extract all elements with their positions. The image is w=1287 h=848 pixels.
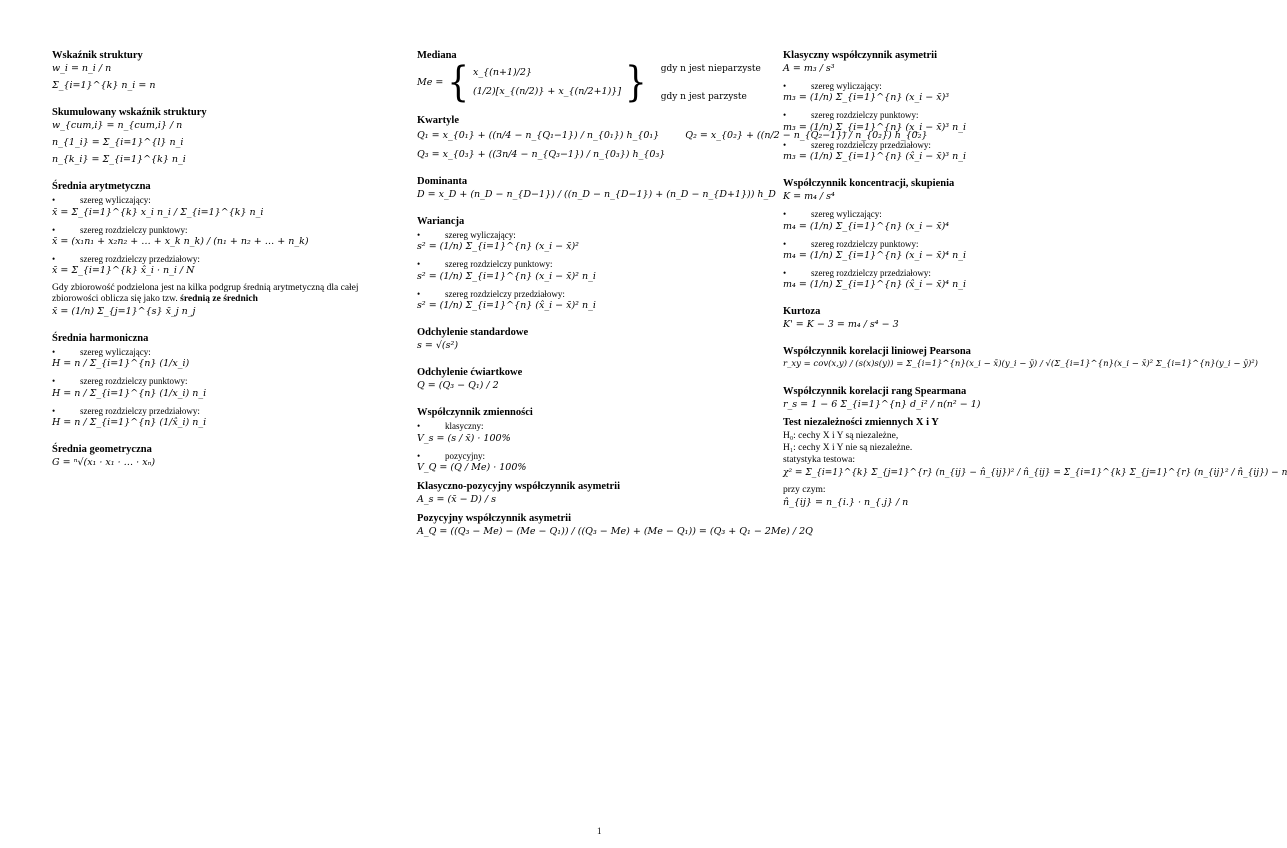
formula: A_s = (x̄ − D) / s — [417, 493, 496, 505]
left-brace: { — [447, 59, 469, 108]
bullet-item: • szereg rozdzielczy przedziałowy: — [52, 406, 402, 416]
bullet-item: • szereg rozdzielczy przedziałowy: — [783, 268, 1143, 278]
column-right — [783, 50, 1287, 524]
formula: r_xy = cov(x,y) / (s(x)s(y)) = Σ_{i=1}^{n}(x_i − x̄)(y_i − ȳ) / √(Σ_{i=1}^{n}(x_i − x̄)² Σ_{i=1}^{n}(y_i − ȳ)²) — [783, 359, 1258, 370]
case-odd: x_{(n+1)/2} — [472, 67, 532, 79]
formula: A_Q = ((Q₃ − Me) − (Me − Q₁)) / ((Q₃ − Me) + (Me − Q₁)) = (Q₃ + Q₁ − 2Me) / 2Q — [417, 525, 813, 537]
section-structure-index — [52, 50, 402, 95]
formula: H = n / Σ_{i=1}^{n} (1/x̂_i) n_i — [52, 417, 207, 429]
right-brace: } — [625, 59, 647, 108]
formula: m₄ = (1/n) Σ_{i=1}^{n} (x_i − x̄)⁴ — [783, 220, 950, 232]
section-title: Wskaźnik struktury — [52, 50, 143, 61]
case-even: (1/2)[x_{(n/2)} + x_{(n/2+1)}] — [472, 86, 622, 98]
formula: n_{1_i} = Σ_{i=1}^{l} n_i — [52, 137, 184, 149]
test-statistic-label: statystyka testowa: — [783, 455, 856, 466]
section-title: Odchylenie ćwiartkowe — [417, 367, 523, 379]
section-title: Pozycyjny współczynnik asymetrii — [417, 512, 571, 524]
formula: m₄ = (1/n) Σ_{i=1}^{n} (x_i − x̄)⁴ n_i — [783, 249, 967, 261]
formula: K = m₄ / s⁴ — [783, 191, 835, 203]
hypothesis-h1: H₁: cechy X i Y nie są niezależne. — [783, 443, 913, 454]
formula: x̄ = Σ_{i=1}^{k} x̂_i · n_i / N — [52, 265, 195, 277]
formula: s² = (1/n) Σ_{i=1}^{n} (x_i − x̄)² n_i — [417, 270, 596, 282]
section-title: Średnia arytmetyczna — [52, 181, 151, 193]
bullet-item: • pozycyjny: — [417, 451, 757, 461]
section-median — [417, 50, 761, 108]
section-standard-deviation — [417, 327, 757, 355]
formula: x̄ = (1/n) Σ_{j=1}^{s} x̄_j n_j — [52, 306, 196, 318]
section-classic-asymmetry — [783, 50, 1143, 166]
section-title: Kwartyle — [417, 114, 459, 126]
bullet-item: • szereg rozdzielczy przedziałowy: — [417, 289, 757, 299]
note-label: przy czym: — [783, 485, 826, 496]
formula: s² = (1/n) Σ_{i=1}^{n} (x̂_i − x̄)² n_i — [417, 299, 596, 311]
section-concentration — [783, 178, 1143, 294]
formula: D = x_D + (n_D − n_{D−1}) / ((n_D − n_{D−1}) + (n_D − n_{D+1})) h_D — [417, 188, 776, 200]
bullet-item: • szereg rozdzielczy punktowy: — [417, 259, 757, 269]
formula-lhs: Me = — [417, 76, 444, 88]
bullet-item: • szereg rozdzielczy punktowy: — [52, 376, 402, 386]
page-number: 1 — [597, 826, 602, 836]
formula: s = √(s²) — [417, 340, 459, 352]
section-spearman — [783, 386, 1143, 414]
bullet-item: • szereg wyliczający: — [52, 195, 402, 205]
formula: w_{cum,i} = n_{cum,i} / n — [52, 120, 183, 132]
formula: G = ⁿ√(x₁ · x₁ · … · xₙ) — [52, 457, 156, 469]
bullet-item: • klasyczny: — [417, 421, 757, 431]
formula: m₃ = (1/n) Σ_{i=1}^{n} (x_i − x̄)³ n_i — [783, 121, 967, 133]
bullet-item: • szereg wyliczający: — [417, 230, 757, 240]
formula: s² = (1/n) Σ_{i=1}^{n} (x_i − x̄)² — [417, 241, 579, 253]
section-independence-test — [783, 417, 1287, 512]
section-title: Średnia geometryczna — [52, 444, 152, 456]
section-geometric-mean — [52, 444, 402, 472]
median-conditions — [661, 64, 761, 103]
formula: H = n / Σ_{i=1}^{n} (1/x_i) — [52, 358, 190, 370]
bullet-item: • szereg rozdzielczy punktowy: — [52, 225, 402, 235]
formula: V_Q = (Q / Me) · 100% — [417, 461, 527, 473]
paragraph-text: Gdy zbiorowość podzielona jest na kilka podgrup średnią arytmetyczną dla całej zbiorowości oblicza się jako tzw. — [52, 283, 359, 305]
section-coefficient-of-variation — [417, 407, 757, 477]
bullet-item: • szereg rozdzielczy punktowy: — [783, 110, 1143, 120]
section-title: Skumulowany wskaźnik struktury — [52, 107, 207, 119]
median-cases — [473, 68, 621, 98]
formula: H = n / Σ_{i=1}^{n} (1/x_i) n_i — [52, 387, 207, 399]
bullet-item: • szereg rozdzielczy przedziałowy: — [52, 254, 402, 264]
section-title: Klasyczny współczynnik asymetrii — [783, 50, 937, 61]
formula: χ² = Σ_{i=1}^{k} Σ_{j=1}^{r} (n_{ij} − n̂_{ij})² / n̂_{ij} = Σ_{i=1}^{k} Σ_{j=1}^{r} (n_{ij}² / n̂_{ij}) − n — [783, 468, 1287, 479]
section-title: Klasyczno-pozycyjny współczynnik asymetrii — [417, 480, 620, 492]
section-title: Współczynnik koncentracji, skupienia — [783, 178, 955, 190]
section-title: Współczynnik zmienności — [417, 407, 533, 419]
section-title: Odchylenie standardowe — [417, 326, 529, 338]
section-title: Test niezależności zmiennych X i Y — [783, 417, 939, 429]
section-mode — [417, 175, 776, 204]
formula: w_i = n_i / n — [52, 63, 112, 75]
section-classic-positional-asymmetry — [417, 481, 757, 509]
formula: Σ_{i=1}^{k} n_i = n — [52, 80, 156, 92]
section-title: Mediana — [417, 50, 457, 61]
formula: r_s = 1 − 6 Σ_{i=1}^{n} d_i² / n(n² − 1) — [783, 399, 981, 411]
bullet-item: • szereg wyliczający: — [783, 209, 1143, 219]
formula: Q₁ = x_{0₁} + ((n/4 − n_{Q₁−1}) / n_{0₁}) h_{0₁} — [417, 129, 660, 141]
formula: m₃ = (1/n) Σ_{i=1}^{n} (x_i − x̄)³ — [783, 92, 950, 104]
median-formula — [417, 59, 761, 108]
formula: Q₂ = x_{0₂} + ((n/2 − n_{Q₂−1}) / n_{0₂}) h_{0₂} — [685, 129, 928, 141]
section-title: Współczynnik korelacji rang Spearmana — [783, 386, 967, 398]
bullet-item: • szereg wyliczający: — [52, 347, 402, 357]
condition-odd: gdy n jest nieparzyste — [660, 64, 761, 75]
section-quartile-deviation — [417, 367, 757, 395]
paragraph-bold: średnią ze średnich — [180, 294, 258, 305]
condition-even: gdy n jest parzyste — [660, 92, 747, 103]
formula: m₄ = (1/n) Σ_{i=1}^{n} (x̂_i − x̄)⁴ n_i — [783, 279, 967, 291]
hypothesis-h0: H₀: cechy X i Y są niezależne, — [783, 431, 899, 442]
column-left — [52, 50, 402, 484]
formula: n_{k_i} = Σ_{i=1}^{k} n_i — [52, 154, 186, 166]
formula: Q = (Q₃ − Q₁) / 2 — [417, 380, 499, 392]
section-pearson — [783, 346, 1258, 374]
formula: m₃ = (1/n) Σ_{i=1}^{n} (x̂_i − x̄)³ n_i — [783, 151, 967, 163]
section-positional-asymmetry — [417, 512, 813, 541]
formula: n̂_{ij} = n_{i.} · n_{.j} / n — [783, 497, 909, 509]
section-arithmetic-mean — [52, 181, 402, 321]
section-title: Współczynnik korelacji liniowej Pearsona — [783, 346, 971, 358]
bullet-item: • szereg rozdzielczy przedziałowy: — [783, 140, 1143, 150]
bullet-item: • szereg rozdzielczy punktowy: — [783, 239, 1143, 249]
section-kurtosis — [783, 306, 1143, 334]
section-title: Kurtoza — [783, 306, 821, 318]
section-variance — [417, 216, 757, 315]
formula: x̄ = (x₁n₁ + x₂n₂ + … + x_k n_k) / (n₁ + n₂ + … + n_k) — [52, 235, 309, 247]
formula: A = m₃ / s³ — [783, 63, 835, 75]
section-cumulative-structure-index — [52, 107, 402, 169]
section-harmonic-mean — [52, 333, 402, 432]
formula: x̄ = Σ_{i=1}^{k} x_i n_i / Σ_{i=1}^{k} n_i — [52, 206, 264, 218]
section-title: Wariancja — [417, 215, 465, 227]
formula: K' = K − 3 = m₄ / s⁴ − 3 — [783, 319, 899, 331]
section-title: Średnia harmoniczna — [52, 333, 149, 345]
paragraph — [52, 283, 402, 305]
bullet-item: • szereg wyliczający: — [783, 81, 1143, 91]
formula: Q₃ = x_{0₃} + ((3n/4 − n_{Q₃−1}) / n_{0₃}) h_{0₃} — [417, 148, 666, 160]
formula: V_s = (s / x̄) · 100% — [417, 432, 511, 444]
section-title: Dominanta — [417, 175, 468, 187]
